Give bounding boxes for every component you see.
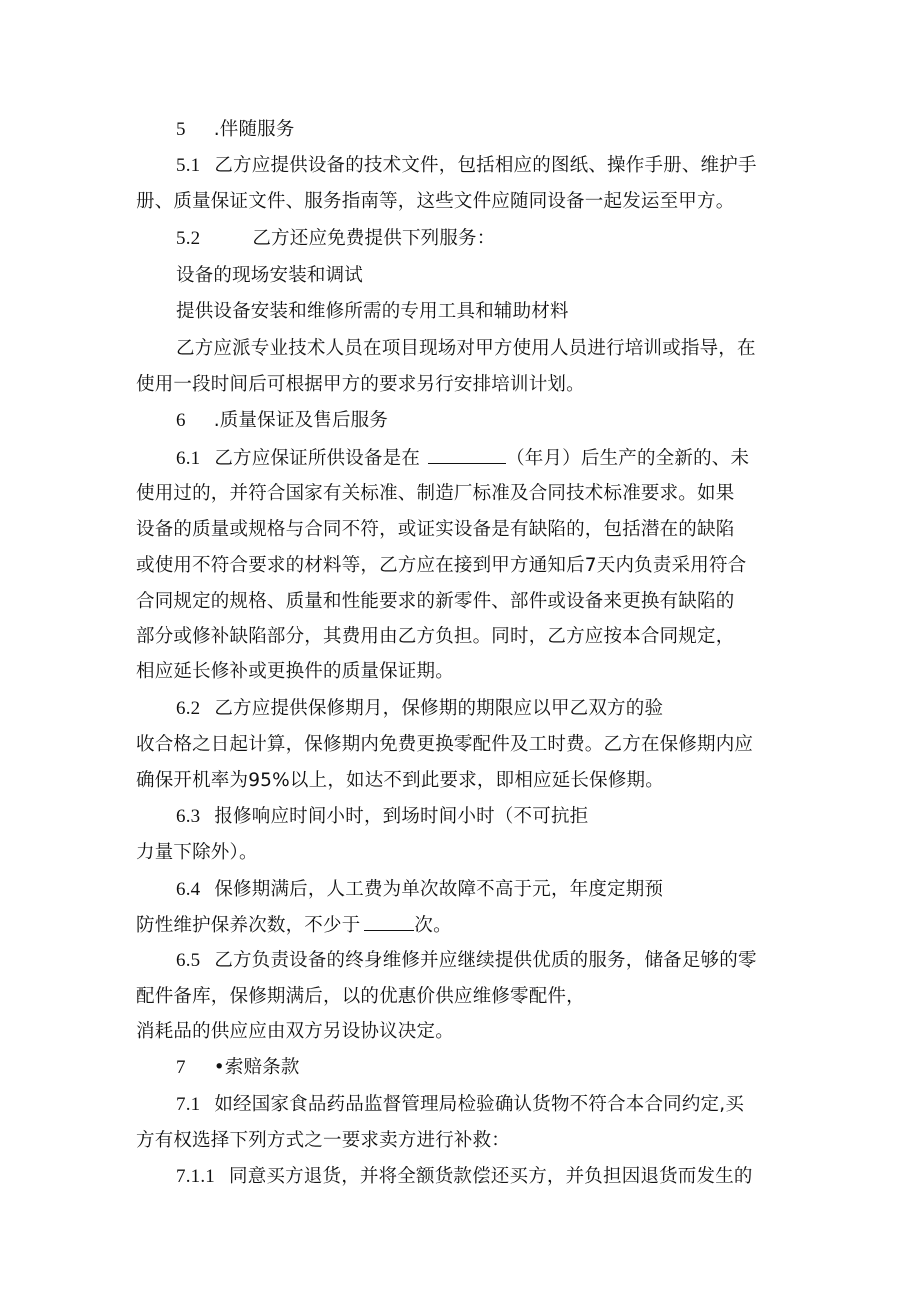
clause-7-1-line-1 xyxy=(176,1092,744,1118)
clause-text: 保修期满后，人工费为单次故障不高于元，年度定期预 xyxy=(214,879,664,900)
clause-text: 乙方应提供保修期月，保修期的期限应以甲乙双方的验 xyxy=(214,698,664,719)
section-title: •索赔条款 xyxy=(213,1057,300,1078)
section-6-heading xyxy=(176,408,388,434)
clause-text: 乙方应保证所供设备是在 xyxy=(214,448,421,469)
maintenance-count-blank xyxy=(364,912,414,931)
section-5-heading xyxy=(176,117,295,143)
clause-number: 7.1.1 xyxy=(176,1166,215,1187)
section-title: .伴随服务 xyxy=(213,119,295,140)
clause-text: （年月）后生产的全新的、未 xyxy=(506,448,750,469)
clause-number: 7.1 xyxy=(176,1094,201,1115)
clause-number: 5.1 xyxy=(176,155,201,176)
service-item-tools: 提供设备安装和维修所需的专用工具和辅助材料 xyxy=(176,301,569,322)
clause-text: 报修响应时间小时，到场时间小时（不可抗拒 xyxy=(214,806,589,827)
clause-text: 同意买方退货，并将全额货款偿还买方，并负担因退货而发生的 xyxy=(229,1166,753,1187)
training-line-1: 乙方应派专业技术人员在项目现场对甲方使用人员进行培训或指导，在 xyxy=(176,338,756,359)
section-number: 7 xyxy=(176,1057,186,1078)
clause-text: 乙方负责设备的终身维修并应继续提供优质的服务，储备足够的零 xyxy=(214,950,757,971)
clause-6-5-line-2: 配件备库，保修期满后，以的优惠价供应维修零配件， xyxy=(136,986,585,1007)
clause-6-5-line-3: 消耗品的供应应由双方另设协议决定。 xyxy=(136,1021,454,1042)
clause-number: 6.1 xyxy=(176,448,201,469)
clause-text: 乙方应提供设备的技术文件，包括相应的图纸、操作手册、维护手 xyxy=(214,155,757,176)
clause-6-1-line-2: 使用过的，并符合国家有关标准、制造厂标准及合同技术标准要求。如果 xyxy=(136,483,735,504)
clause-6-5-line-1 xyxy=(176,948,757,974)
clause-6-4-line-2 xyxy=(136,912,452,939)
clause-6-2-line-1 xyxy=(176,696,663,722)
section-number: 6 xyxy=(176,410,186,431)
clause-text: 乙方还应免费提供下列服务： xyxy=(252,228,496,249)
clause-6-4-line-1 xyxy=(176,877,663,903)
clause-5-2 xyxy=(176,226,495,252)
clause-number: 6.4 xyxy=(176,879,201,900)
clause-text: 防性维护保养次数，不少于 xyxy=(136,915,361,936)
clause-number: 6.2 xyxy=(176,698,201,719)
clause-6-1-line-6: 部分或修补缺陷部分，其费用由乙方负担。同时，乙方应按本合同规定， xyxy=(136,626,735,647)
clause-6-2-line-2: 收合格之日起计算，保修期内免费更换零配件及工时费。乙方在保修期内应 xyxy=(136,734,754,755)
section-number: 5 xyxy=(176,119,186,140)
clause-5-1-line-1 xyxy=(176,153,757,179)
clause-text: 如经国家食品药品监督管理局检验确认货物不符合本合同约定,买 xyxy=(214,1094,745,1115)
clause-number: 6.3 xyxy=(176,806,201,827)
clause-6-2-line-3: 确保开机率为95%以上，如达不到此要求，即相应延长保修期。 xyxy=(136,770,664,791)
clause-6-1-line-1 xyxy=(176,445,749,472)
service-item-installation: 设备的现场安装和调试 xyxy=(176,265,364,286)
clause-6-1-line-5: 合同规定的规格、质量和性能要求的新零件、部件或设备来更换有缺陷的 xyxy=(136,591,735,612)
production-date-blank xyxy=(428,445,506,464)
clause-7-1-line-2: 方有权选择下列方式之一要求卖方进行补救： xyxy=(136,1130,511,1151)
clause-5-1-line-2: 册、质量保证文件、服务指南等，这些文件应随同设备一起发运至甲方。 xyxy=(136,191,735,212)
clause-6-1-line-3: 设备的质量或规格与合同不符，或证实设备是有缺陷的，包括潜在的缺陷 xyxy=(136,519,735,540)
training-line-2: 使用一段时间后可根据甲方的要求另行安排培训计划。 xyxy=(136,374,585,395)
clause-text: 次。 xyxy=(414,915,452,936)
clause-number: 5.2 xyxy=(176,228,201,249)
section-title: .质量保证及售后服务 xyxy=(213,410,389,431)
clause-7-1-1-line-1 xyxy=(176,1164,753,1190)
clause-6-1-line-4: 或使用不符合要求的材料等，乙方应在接到甲方通知后7天内负责采用符合 xyxy=(136,555,747,576)
clause-6-3-line-1 xyxy=(176,804,588,830)
clause-6-1-line-7: 相应延长修补或更换件的质量保证期。 xyxy=(136,661,454,682)
clause-number: 6.5 xyxy=(176,950,201,971)
clause-6-3-line-2: 力量下除外）。 xyxy=(136,842,258,863)
section-7-heading xyxy=(176,1055,300,1081)
